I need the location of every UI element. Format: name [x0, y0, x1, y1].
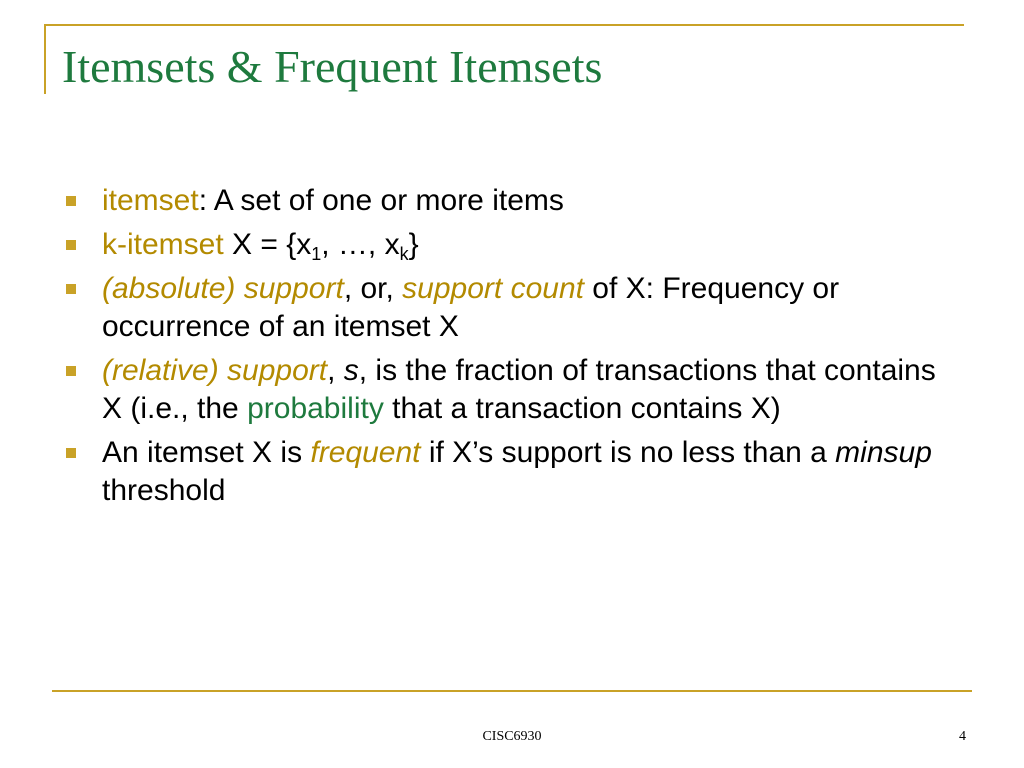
definition-text: , or,: [343, 272, 403, 305]
definition-text: ,: [327, 354, 344, 387]
bullet-itemset: [62, 182, 962, 220]
term-k-itemset: k-itemset: [102, 228, 224, 261]
definition-text: that a transaction contains X): [383, 392, 781, 425]
bullet-square-icon: [66, 240, 76, 250]
term-relative-support: (relative) support: [102, 354, 328, 387]
term-support-count: support count: [402, 272, 584, 305]
bullet-frequent: [62, 434, 962, 510]
term-absolute-support: (absolute) support: [102, 272, 344, 305]
definition-text: of X: Frequency or occurrence of an itemset X: [102, 272, 840, 343]
term-itemset: itemset: [102, 184, 199, 217]
bullet-k-itemset: [62, 226, 962, 264]
bullet-square-icon: [66, 196, 76, 206]
term-frequent: frequent: [310, 436, 421, 469]
bullet-square-icon: [66, 284, 76, 294]
bullet-relative-support: [62, 352, 962, 428]
top-decorative-line: [44, 24, 964, 26]
subscript-k: k: [399, 244, 409, 264]
formula-text: X = {x: [223, 228, 312, 261]
definition-text: if X’s support is no less than a: [420, 436, 836, 469]
highlight-probability: probability: [247, 392, 384, 425]
subscript-1: 1: [311, 244, 322, 264]
bullet-square-icon: [66, 448, 76, 458]
definition-text: , is the fraction of transactions that contains X (i.e., the: [102, 354, 936, 425]
bullet-list: [62, 182, 962, 516]
bottom-decorative-line: [52, 690, 972, 692]
formula-text: }: [408, 228, 419, 261]
formula-text: , …, x: [321, 228, 400, 261]
variable-s: s: [343, 354, 359, 387]
page-number: 4: [959, 729, 966, 744]
slide-title: Itemsets & Frequent Itemsets: [62, 41, 603, 92]
definition-text: An itemset X is: [102, 436, 311, 469]
left-decorative-line: [44, 24, 46, 94]
bullet-square-icon: [66, 366, 76, 376]
definition-text: threshold: [102, 474, 226, 507]
definition-text: : A set of one or more items: [198, 184, 564, 217]
footer-course-code: CISC6930: [482, 729, 542, 744]
bullet-absolute-support: [62, 270, 962, 346]
variable-minsup: minsup: [835, 436, 932, 469]
